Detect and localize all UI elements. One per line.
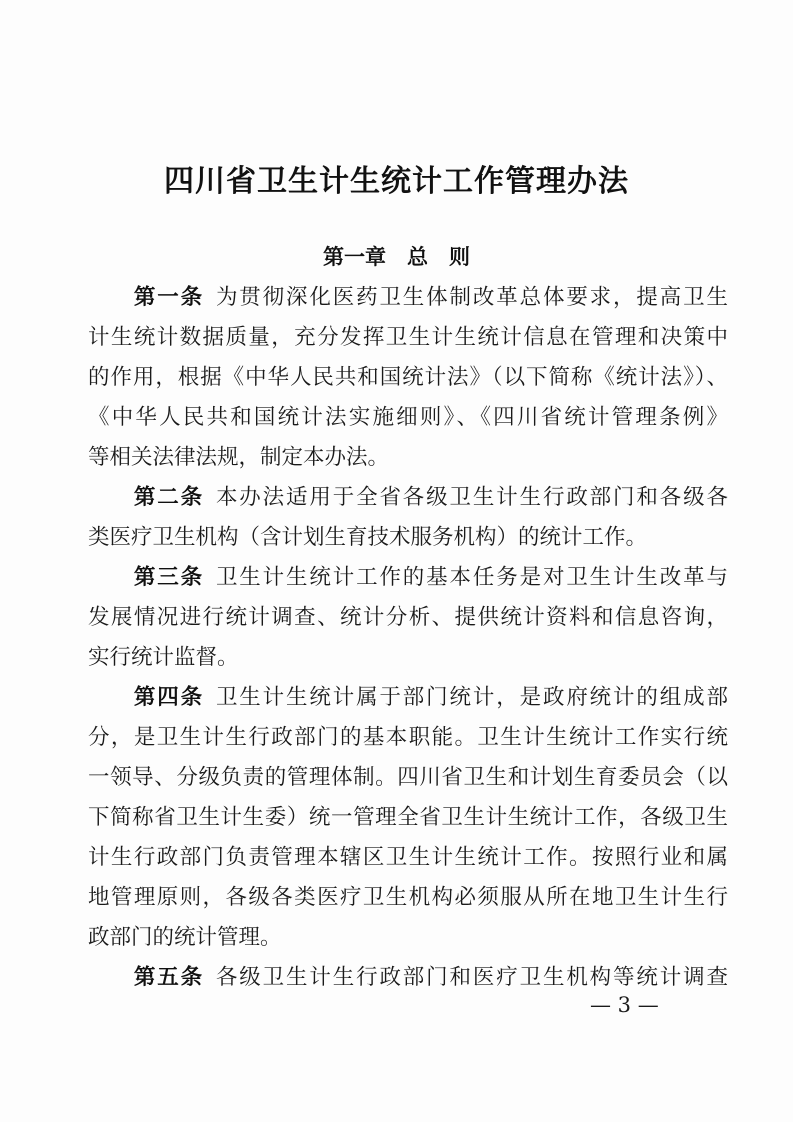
article-4-line-7: 政部门的统计管理。 (88, 925, 282, 950)
article-4-line-2: 分，是卫生计生行政部门的基本职能。卫生计生统计工作实行统 (88, 725, 728, 750)
article-1-label: 第一条 (132, 285, 204, 310)
article-3-line-1: 第三条 卫生计生统计工作的基本任务是对卫生计生改革与 (132, 565, 728, 590)
article-1-line-3: 的作用，根据《中华人民共和国统计法》（以下简称《统计法》）、 (88, 365, 728, 390)
article-5-label: 第五条 (132, 965, 204, 990)
page-number: — 3 — (590, 993, 659, 1017)
article-4-line-3: 一领导、分级负责的管理体制。四川省卫生和计划生育委员会（以 (88, 765, 728, 790)
article-5-line-1: 第五条 各级卫生计生行政部门和医疗卫生机构等统计调查 (132, 965, 728, 990)
article-3-label: 第三条 (132, 565, 204, 590)
article-4-line-1: 第四条 卫生计生统计属于部门统计，是政府统计的组成部 (132, 685, 728, 710)
article-2-line-2: 类医疗卫生机构（含计划生育技术服务机构）的统计工作。 (88, 525, 648, 550)
chapter-heading: 第一章 总 则 (323, 245, 470, 269)
article-3-line-3: 实行统计监督。 (88, 645, 239, 670)
article-1-line-2: 计生统计数据质量，充分发挥卫生计生统计信息在管理和决策中 (88, 325, 728, 350)
document-title: 四川省卫生计生统计工作管理办法 (164, 164, 629, 199)
article-1-line-5: 等相关法律法规，制定本办法。 (88, 445, 390, 470)
article-4-line-6: 地管理原则，各级各类医疗卫生机构必须服从所在地卫生计生行 (88, 885, 728, 910)
article-1-line-1: 第一条 为贯彻深化医药卫生体制改革总体要求，提高卫生 (132, 285, 728, 310)
article-3-line-2: 发展情况进行统计调查、统计分析、提供统计资料和信息咨询， (88, 605, 728, 630)
article-4-line-4: 下简称省卫生计生委）统一管理全省卫生计生统计工作，各级卫生 (88, 805, 728, 830)
article-2-label: 第二条 (132, 485, 204, 510)
article-4-label: 第四条 (132, 685, 204, 710)
article-1-line-4: 《中华人民共和国统计法实施细则》、《四川省统计管理条例》 (88, 405, 728, 430)
article-2-line-1: 第二条 本办法适用于全省各级卫生计生行政部门和各级各 (132, 485, 728, 510)
article-4-line-5: 计生行政部门负责管理本辖区卫生计生统计工作。按照行业和属 (88, 845, 728, 870)
